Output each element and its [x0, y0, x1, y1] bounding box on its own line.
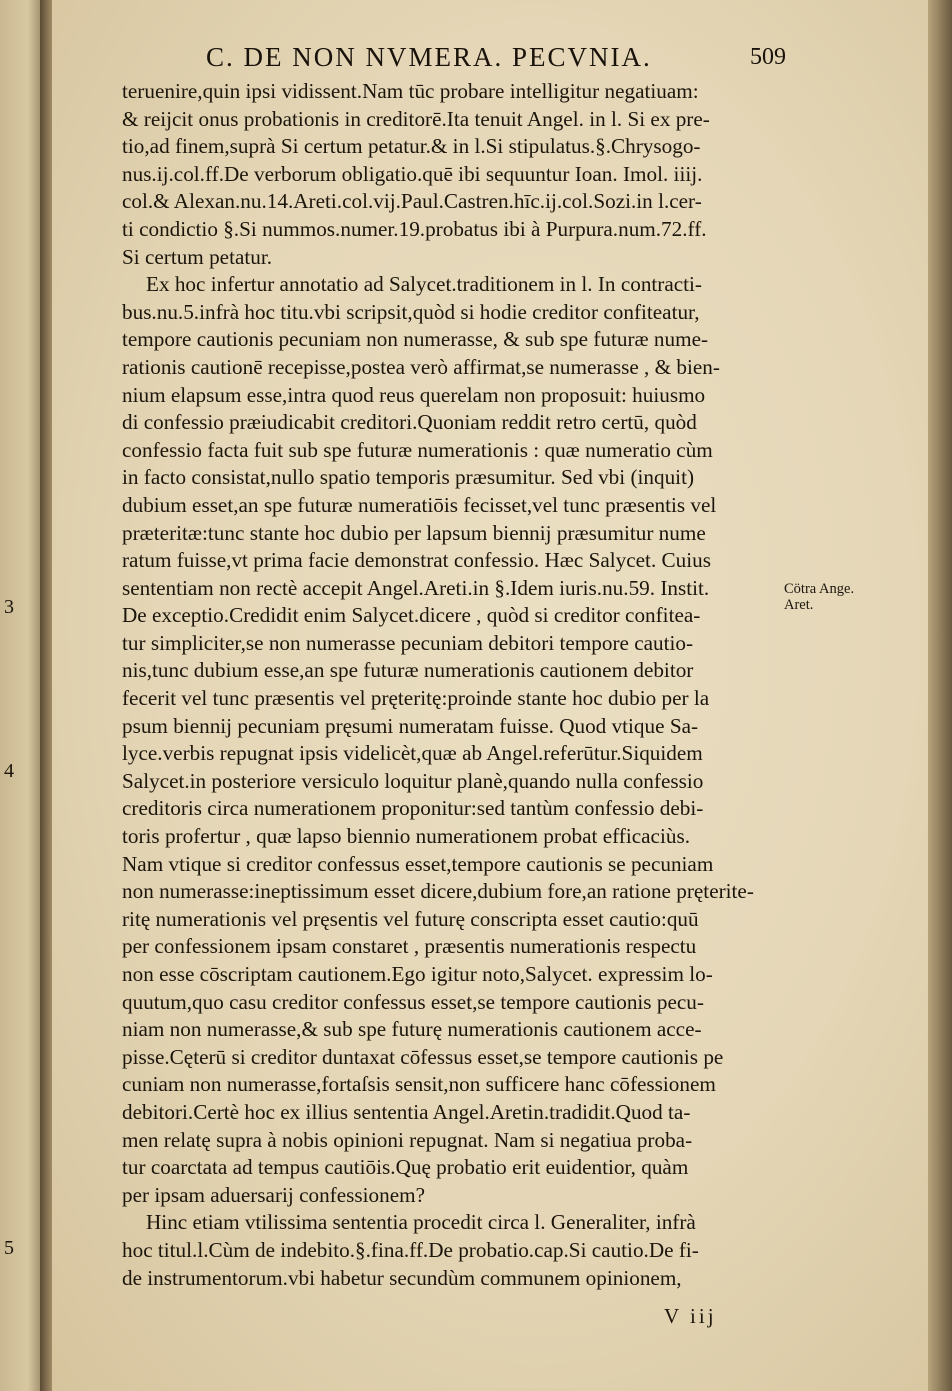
- text-line: Si certum petatur.: [122, 244, 273, 269]
- text-line: di confessio præiudicabit creditori.Quoniam reddit retro certū, quòd: [122, 410, 697, 435]
- text-line: De exceptio.Credidit enim Salycet.dicere , quòd si creditor confitea-: [122, 603, 701, 628]
- text-line: ratum fuisse,vt prima facie demonstrat confessio. Hæc Salycet. Cuius: [122, 548, 711, 573]
- right-page-edge: [928, 0, 952, 1391]
- text-line: præteritæ:tunc stante hoc dubio per lapsum biennij præsumitur nume: [122, 520, 706, 545]
- text-line: per confessionem ipsam constaret , præsentis numerationis respectu: [122, 934, 697, 959]
- text-line: per ipsam aduersarij confessionem?: [122, 1182, 425, 1207]
- page-header: [206, 42, 786, 82]
- text-line: psum biennij pecuniam pręsumi numeratam fuisse. Quod vtique Sa-: [122, 713, 699, 738]
- text-line: confessio facta fuit sub spe futuræ numerationis : quæ numeratio cùm: [122, 437, 713, 462]
- text-line: de instrumentorum.vbi habetur secundùm communem opinionem,: [122, 1265, 682, 1290]
- signature-mark: V iij: [664, 1304, 717, 1328]
- margin-note-line: Aret.: [784, 597, 814, 613]
- text-line: hoc titul.l.Cùm de indebito.§.fina.ff.De probatio.cap.Si cautio.De fi-: [122, 1237, 699, 1262]
- text-line: tempore cautionis pecuniam non numerasse, & sub spe futuræ nume-: [122, 327, 709, 352]
- text-line: ritę numerationis vel pręsentis vel futurę conscripta esset cautio:quū: [122, 906, 699, 931]
- text-line: cuniam non numerasse,fortaſsis sensit,non sufficere hanc cōfessionem: [122, 1072, 716, 1097]
- text-line: ti condictio §.Si nummos.numer.19.probatus ibi à Purpura.num.72.ff.: [122, 216, 707, 241]
- text-line: Hinc etiam vtilissima sententia procedit circa l. Generaliter, infrà: [146, 1210, 696, 1235]
- text-line: nium elapsum esse,intra quod reus querelam non proposuit: huiusmo: [122, 382, 706, 407]
- margin-note: [784, 581, 904, 613]
- page-number: 509: [750, 44, 786, 70]
- text-line: Salycet.in posteriore versiculo loquitur planè,quando nulla confessio: [122, 768, 704, 793]
- text-line: pisse.Cęterū si creditor duntaxat cōfessus esset,se tempore cautionis pe: [122, 1044, 724, 1069]
- text-line: men relatę supra à nobis opinioni repugnat. Nam si negatiua proba-: [122, 1127, 693, 1152]
- text-line: nis,tunc dubium esse,an spe futuræ numerationis cautionem debitor: [122, 658, 694, 683]
- text-line: bus.nu.5.infrà hoc titu.vbi scripsit,quòd si hodie creditor confiteatur,: [122, 299, 700, 324]
- text-line: dubium esset,an spe futuræ numeratiōis fecisset,vel tunc præsentis vel: [122, 492, 717, 517]
- text-line: non numerasse:ineptissimum esset dicere,dubium fore,an ratione pręterite-: [122, 879, 754, 904]
- text-line: rationis cautionē recepisse,postea verò affirmat,se numerasse , & bien-: [122, 354, 720, 379]
- left-margin-number: 5: [4, 1237, 14, 1259]
- text-line: toris profertur , quæ lapso biennio numerationem probat efficaciùs.: [122, 824, 690, 849]
- text-line: tur coarctata ad tempus cautiōis.Quę probatio erit euidentior, quàm: [122, 1155, 689, 1180]
- text-line: teruenire,quin ipsi vidissent.Nam tūc probare intelligitur negatiuam:: [122, 79, 699, 103]
- margin-note-line: Cötra Ange.: [784, 581, 855, 597]
- text-line: debitori.Certè hoc ex illius sententia Angel.Aretin.tradidit.Quod ta-: [122, 1099, 691, 1124]
- text-line: fecerit vel tunc præsentis vel pręteritę:proinde stante hoc dubio per la: [122, 686, 710, 711]
- text-line: lyce.verbis repugnat ipsis videlicèt,quæ ab Angel.referūtur.Siquidem: [122, 741, 703, 766]
- left-margin-number: 4: [4, 760, 14, 782]
- text-line: in facto consistat,nullo spatio temporis præsumitur. Sed vbi (inquit): [122, 465, 695, 490]
- left-margin-number: 3: [4, 596, 14, 618]
- text-line: nus.ij.col.ff.De verborum obligatio.quē ibi sequuntur Ioan. Imol. iiij.: [122, 161, 703, 186]
- text-line: & reijcit onus probationis in creditorē.Ita tenuit Angel. in l. Si ex pre-: [122, 106, 710, 131]
- text-line: Nam vtique si creditor confessus esset,tempore cautionis se pecuniam: [122, 851, 714, 876]
- body-text: [122, 78, 780, 1292]
- text-line: Ex hoc infertur annotatio ad Salycet.traditionem in l. In contracti-: [146, 272, 702, 297]
- text-line: niam non numerasse,& sub spe futurę numerationis cautionem acce-: [122, 1017, 702, 1042]
- text-line: non esse cōscriptam cautionem.Ego igitur noto,Salycet. expressim lo-: [122, 962, 713, 986]
- text-line: tio,ad finem,suprà Si certum petatur.& in l.Si stipulatus.§.Chrysogo-: [122, 134, 701, 159]
- text-line: creditoris circa numerationem proponitur:sed tantùm confessio debi-: [122, 796, 704, 821]
- text-line: quutum,quo casu creditor confessus esset,se tempore cautionis pecu-: [122, 989, 704, 1014]
- text-line: tur simpliciter,se non numerasse pecuniam debitori tempore cautio-: [122, 630, 694, 655]
- running-title: C. DE NON NVMERA. PECVNIA.: [206, 42, 652, 72]
- text-line: sententiam non rectè accepit Angel.Areti.in §.Idem iuris.nu.59. Instit.: [122, 575, 710, 600]
- text-line: col.& Alexan.nu.14.Areti.col.vij.Paul.Castren.hīc.ij.col.Sozi.in l.cer-: [122, 189, 702, 214]
